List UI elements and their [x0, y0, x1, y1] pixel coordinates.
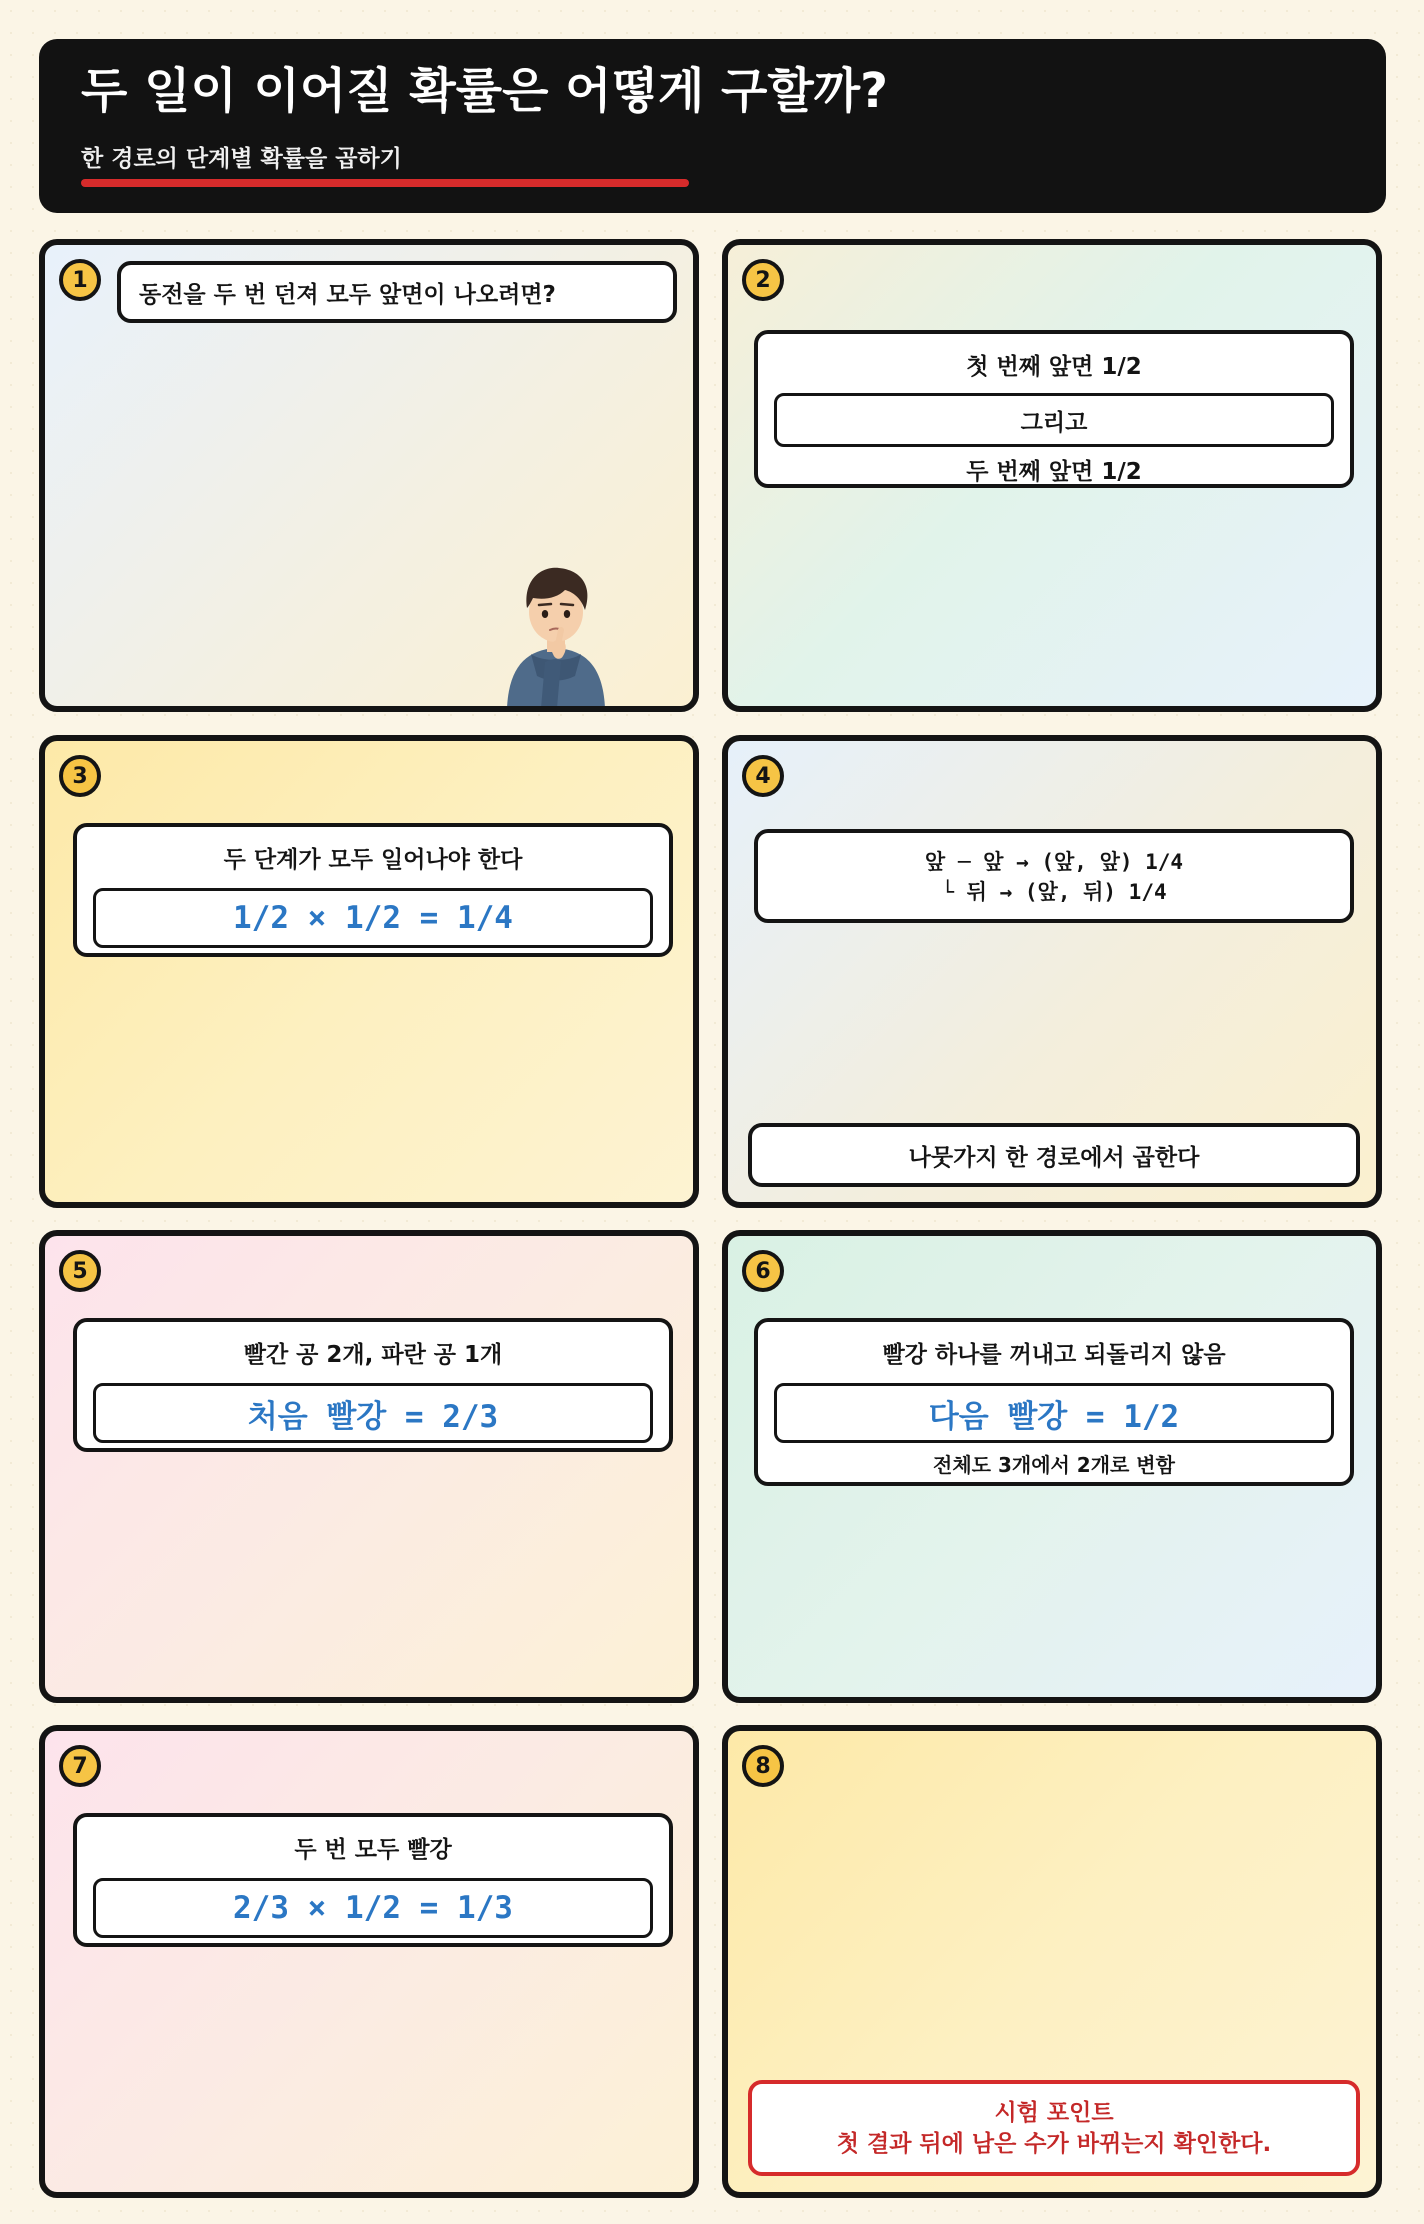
thinking-boy-illustration: [501, 558, 611, 708]
first-heads-label: 첫 번째 앞면 1/2: [966, 354, 1142, 380]
formula-box: [93, 888, 653, 948]
panel-number-badge: 8: [742, 1745, 784, 1787]
sequence-card: [754, 330, 1354, 488]
speech-bubble: [117, 261, 677, 323]
tree-branch-line-2: └ 뒤 → (앞, 뒤) 1/4: [941, 880, 1167, 904]
panel-number-badge: 2: [742, 259, 784, 301]
panel-2: [722, 239, 1382, 712]
total-change-note: 전체도 3개에서 2개로 변함: [933, 1453, 1175, 1477]
caption-box: [748, 1123, 1360, 1187]
setup-card: [73, 1318, 673, 1452]
panel-number-badge: 7: [59, 1745, 101, 1787]
formula-box: [93, 1878, 653, 1938]
first-red-formula: 처음 빨강 = 2/3: [247, 1398, 499, 1435]
panel-number-badge: 5: [59, 1250, 101, 1292]
and-label: 그리고: [1020, 409, 1088, 436]
page-subtitle: 한 경로의 단계별 확률을 곱하기: [81, 145, 402, 172]
panel-number-badge: 6: [742, 1250, 784, 1292]
second-heads-label: 두 번째 앞면 1/2: [966, 459, 1142, 485]
rule-card: [73, 823, 673, 957]
formula-box: [93, 1383, 653, 1443]
question-text: 동전을 두 번 던져 모두 앞면이 나오려면?: [139, 281, 556, 308]
exam-point-text: 첫 결과 뒤에 남은 수가 바뀌는지 확인한다.: [836, 2131, 1272, 2157]
panel-number-badge: 3: [59, 755, 101, 797]
multiply-formula: 1/2 × 1/2 = 1/4: [233, 900, 513, 936]
panel-6: [722, 1230, 1382, 1703]
panel-7: [39, 1725, 699, 2198]
exam-point-title: 시험 포인트: [994, 2100, 1114, 2126]
panel-5: [39, 1230, 699, 1703]
formula-box: [774, 1383, 1334, 1443]
title-banner: [39, 39, 1386, 213]
no-replacement-label: 빨강 하나를 꺼내고 되돌리지 않음: [882, 1342, 1226, 1368]
panel-number-badge: 4: [742, 755, 784, 797]
panel-3: [39, 735, 699, 1208]
tree-diagram-card: [754, 829, 1354, 923]
tree-caption: 나뭇가지 한 경로에서 곱한다: [908, 1144, 1200, 1171]
balls-label: 빨간 공 2개, 파란 공 1개: [243, 1342, 503, 1368]
both-red-label: 두 번 모두 빨강: [294, 1837, 452, 1863]
and-connector-box: [774, 393, 1334, 447]
result-card: [73, 1813, 673, 1947]
rule-label: 두 단계가 모두 일어나야 한다: [223, 847, 523, 873]
next-red-formula: 다음 빨강 = 1/2: [928, 1398, 1180, 1435]
draw-card: [754, 1318, 1354, 1486]
exam-point-box: [748, 2080, 1360, 2176]
panel-number-badge: 1: [59, 259, 101, 301]
page-title: 두 일이 이어질 확률은 어떻게 구할까?: [81, 63, 888, 119]
panel-4: [722, 735, 1382, 1208]
panel-8: [722, 1725, 1382, 2198]
title-underline: [81, 179, 689, 187]
tree-branch-line-1: 앞 ─ 앞 → (앞, 앞) 1/4: [924, 850, 1184, 874]
both-red-formula: 2/3 × 1/2 = 1/3: [233, 1890, 513, 1926]
panel-1: [39, 239, 699, 712]
